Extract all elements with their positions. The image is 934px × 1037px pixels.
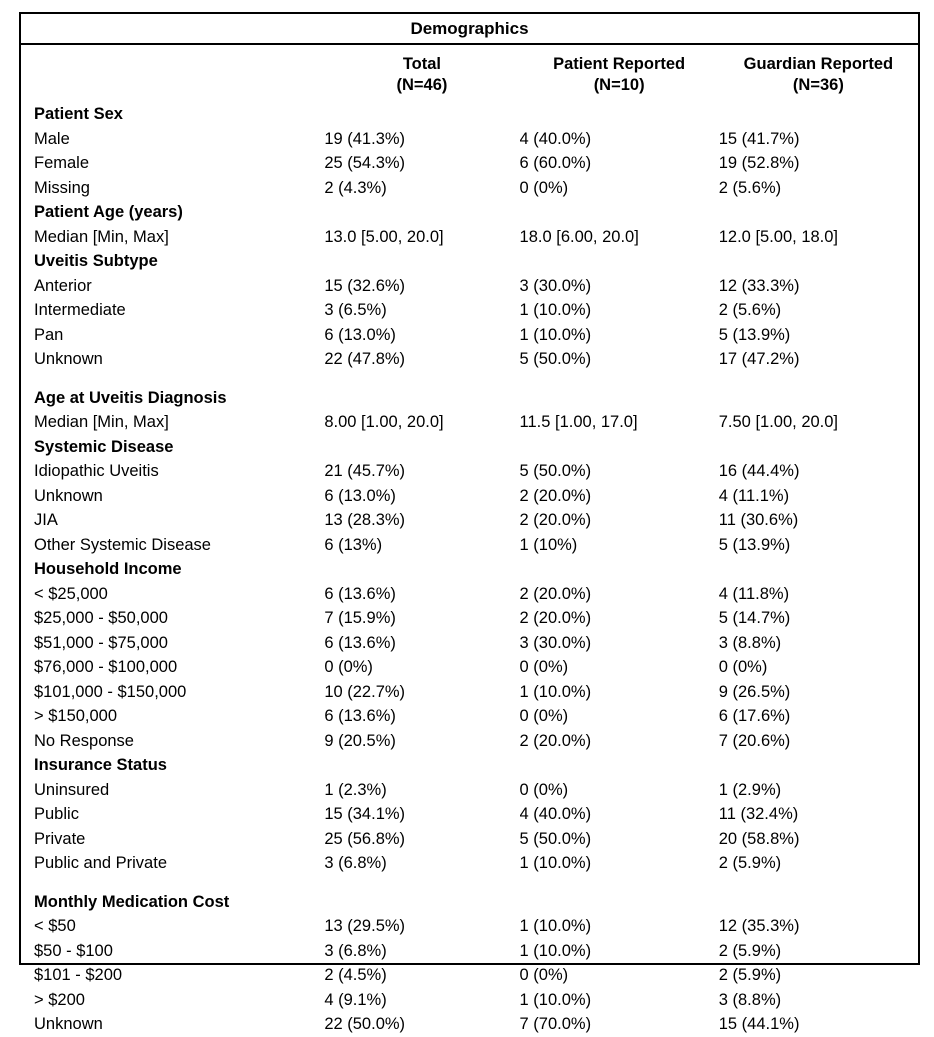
cell-value: 15 (44.1%)	[718, 1015, 800, 1033]
column-header-label: Total	[402, 55, 442, 73]
table-row	[21, 827, 918, 852]
cell-value: 6 (13.0%)	[324, 486, 396, 505]
cell-value: 2 (5.9%)	[718, 941, 782, 960]
table-row	[21, 533, 918, 558]
cell-value: 1 (10.0%)	[519, 917, 592, 935]
table-row	[21, 963, 918, 988]
section-header: Patient Sex	[34, 105, 123, 123]
cell-value: 7 (15.9%)	[324, 609, 396, 627]
cell-value: 4 (11.8%)	[718, 584, 790, 603]
table-row	[21, 631, 918, 656]
row-label: Intermediate	[34, 301, 126, 319]
table-row	[21, 606, 918, 631]
row-label: Private	[34, 829, 86, 848]
cell-value: 5 (50.0%)	[519, 462, 592, 480]
cell-value: 6 (13.0%)	[324, 325, 396, 344]
cell-value: 2 (5.9%)	[718, 854, 782, 872]
table-row	[21, 127, 918, 152]
table-row	[21, 655, 918, 680]
row-label: $50 - $100	[34, 941, 113, 960]
cell-value: 3 (30.0%)	[519, 633, 592, 652]
cell-value: 1 (10.0%)	[519, 325, 592, 344]
section-header-row	[21, 876, 918, 915]
cell-value: 10 (22.7%)	[324, 682, 406, 701]
column-header-label: Patient Reported	[553, 55, 686, 73]
cell-value: 3 (6.8%)	[324, 854, 387, 872]
cell-value: 2 (4.3%)	[324, 178, 387, 197]
cell-value: 25 (56.8%)	[324, 829, 406, 848]
row-label: Unknown	[34, 350, 103, 368]
cell-value: 22 (47.8%)	[324, 350, 406, 368]
table-row	[21, 988, 918, 1013]
column-header-n: (N=10)	[593, 76, 645, 94]
cell-value: 1 (10.0%)	[519, 854, 592, 872]
row-label: Median [Min, Max]	[34, 413, 169, 431]
data-table	[21, 45, 918, 1037]
cell-value: 3 (6.5%)	[324, 301, 387, 319]
table-body	[21, 102, 918, 1037]
table-row	[21, 176, 918, 201]
table-row	[21, 704, 918, 729]
cell-value: 1 (10.0%)	[519, 990, 592, 1009]
table-row	[21, 225, 918, 250]
cell-value: 5 (50.0%)	[519, 829, 592, 848]
cell-value: 19 (52.8%)	[718, 154, 800, 172]
cell-value: 6 (13.6%)	[324, 633, 396, 652]
cell-value: 5 (13.9%)	[718, 535, 791, 554]
table-row	[21, 729, 918, 754]
row-label: Median [Min, Max]	[34, 227, 169, 246]
row-label: $101 - $200	[34, 966, 123, 984]
cell-value: 2 (20.0%)	[519, 609, 592, 627]
column-header-n: (N=46)	[396, 76, 448, 94]
row-label: Public and Private	[34, 854, 167, 872]
cell-value: 2 (5.6%)	[718, 301, 782, 319]
table-row	[21, 298, 918, 323]
row-label: Idiopathic Uveitis	[34, 462, 159, 480]
cell-value: 3 (8.8%)	[718, 633, 782, 652]
table-row	[21, 680, 918, 705]
row-label: JIA	[34, 511, 58, 529]
row-label: $101,000 - $150,000	[34, 682, 187, 701]
cell-value: 15 (32.6%)	[324, 276, 406, 295]
cell-value: 0 (0%)	[519, 780, 569, 799]
cell-value: 2 (20.0%)	[519, 511, 592, 529]
table-row	[21, 484, 918, 509]
column-header-label: Guardian Reported	[743, 55, 894, 73]
cell-value: 2 (5.6%)	[718, 178, 782, 197]
cell-value: 1 (10.0%)	[519, 682, 592, 701]
column-header-row	[21, 45, 918, 102]
section-header-row	[21, 557, 918, 582]
cell-value: 19 (41.3%)	[324, 129, 406, 148]
cell-value: 15 (34.1%)	[324, 805, 406, 823]
table-row	[21, 851, 918, 876]
cell-value: 20 (58.8%)	[718, 829, 800, 848]
table-row	[21, 582, 918, 607]
cell-value: 22 (50.0%)	[324, 1015, 406, 1033]
cell-value: 3 (30.0%)	[519, 276, 592, 295]
row-label: Missing	[34, 178, 90, 197]
column-header-total	[324, 45, 519, 102]
row-label: Uninsured	[34, 780, 110, 799]
table-row	[21, 347, 918, 372]
cell-value: 2 (20.0%)	[519, 486, 592, 505]
section-header: Patient Age (years)	[34, 203, 183, 221]
cell-value: 1 (2.9%)	[718, 780, 782, 799]
section-header-row	[21, 753, 918, 778]
table-row	[21, 459, 918, 484]
cell-value: 0 (0%)	[519, 658, 569, 676]
cell-value: 6 (13.6%)	[324, 707, 396, 725]
table-row	[21, 274, 918, 299]
cell-value: 1 (2.3%)	[324, 780, 387, 799]
cell-value: 4 (40.0%)	[519, 129, 592, 148]
section-header: Household Income	[34, 560, 182, 578]
cell-value: 13.0 [5.00, 20.0]	[324, 227, 444, 246]
section-header-row	[21, 372, 918, 411]
row-label: Pan	[34, 325, 64, 344]
table-row	[21, 939, 918, 964]
cell-value: 11.5 [1.00, 17.0]	[519, 413, 638, 431]
cell-value: 9 (26.5%)	[718, 682, 791, 701]
cell-value: 6 (60.0%)	[519, 154, 592, 172]
table-row	[21, 914, 918, 939]
row-label: < $50	[34, 917, 76, 935]
section-header: Monthly Medication Cost	[34, 892, 230, 911]
cell-value: 3 (6.8%)	[324, 941, 387, 960]
cell-value: 1 (10%)	[519, 535, 578, 554]
column-header-n: (N=36)	[792, 76, 844, 94]
cell-value: 7.50 [1.00, 20.0]	[718, 413, 839, 431]
cell-value: 5 (14.7%)	[718, 609, 791, 627]
cell-value: 8.00 [1.00, 20.0]	[324, 413, 444, 431]
row-label: Unknown	[34, 1015, 103, 1033]
table-row	[21, 151, 918, 176]
cell-value: 3 (8.8%)	[718, 990, 782, 1009]
cell-value: 5 (13.9%)	[718, 325, 791, 344]
cell-value: 11 (32.4%)	[718, 805, 799, 823]
cell-value: 11 (30.6%)	[718, 511, 799, 529]
cell-value: 4 (11.1%)	[718, 486, 790, 505]
cell-value: 0 (0%)	[718, 658, 768, 676]
section-header-row	[21, 435, 918, 460]
section-header: Insurance Status	[34, 756, 167, 774]
cell-value: 5 (50.0%)	[519, 350, 592, 368]
row-label: < $25,000	[34, 584, 108, 603]
row-label: $51,000 - $75,000	[34, 633, 168, 652]
row-label: Unknown	[34, 486, 103, 505]
row-label: $76,000 - $100,000	[34, 658, 178, 676]
cell-value: 15 (41.7%)	[718, 129, 800, 148]
cell-value: 4 (40.0%)	[519, 805, 592, 823]
cell-value: 1 (10.0%)	[519, 301, 592, 319]
cell-value: 0 (0%)	[519, 707, 569, 725]
row-label: > $200	[34, 990, 85, 1009]
cell-value: 13 (28.3%)	[324, 511, 406, 529]
cell-value: 21 (45.7%)	[324, 462, 406, 480]
cell-value: 25 (54.3%)	[324, 154, 406, 172]
section-header: Systemic Disease	[34, 437, 174, 456]
cell-value: 6 (13.6%)	[324, 584, 396, 603]
section-header-row	[21, 200, 918, 225]
table-row	[21, 778, 918, 803]
cell-value: 0 (0%)	[519, 966, 569, 984]
cell-value: 0 (0%)	[519, 178, 569, 197]
cell-value: 6 (17.6%)	[718, 707, 791, 725]
table-row	[21, 323, 918, 348]
cell-value: 7 (70.0%)	[519, 1015, 592, 1033]
table-title: Demographics	[21, 14, 918, 45]
cell-value: 12 (33.3%)	[718, 276, 800, 295]
section-header-row	[21, 102, 918, 127]
row-label: Public	[34, 805, 79, 823]
cell-value: 2 (20.0%)	[519, 731, 592, 750]
cell-value: 7 (20.6%)	[718, 731, 791, 750]
table-row	[21, 802, 918, 827]
cell-value: 2 (20.0%)	[519, 584, 592, 603]
cell-value: 18.0 [6.00, 20.0]	[519, 227, 639, 246]
cell-value: 4 (9.1%)	[324, 990, 387, 1009]
cell-value: 12.0 [5.00, 18.0]	[718, 227, 839, 246]
table-row	[21, 410, 918, 435]
cell-value: 13 (29.5%)	[324, 917, 406, 935]
cell-value: 12 (35.3%)	[718, 917, 800, 935]
cell-value: 16 (44.4%)	[718, 462, 800, 480]
row-label: No Response	[34, 731, 134, 750]
column-header-patient-reported	[520, 45, 719, 102]
column-header-empty	[21, 45, 324, 102]
section-header: Age at Uveitis Diagnosis	[34, 388, 227, 407]
row-label: Anterior	[34, 276, 92, 295]
row-label: $25,000 - $50,000	[34, 609, 168, 627]
row-label: Other Systemic Disease	[34, 535, 211, 554]
demographics-table	[19, 12, 920, 1033]
section-header-row	[21, 249, 918, 274]
cell-value: 6 (13%)	[324, 535, 383, 554]
table-row	[21, 1012, 918, 1037]
row-label: Female	[34, 154, 90, 172]
cell-value: 1 (10.0%)	[519, 941, 592, 960]
row-label: Male	[34, 129, 70, 148]
column-header-guardian-reported	[719, 45, 918, 102]
cell-value: 2 (4.5%)	[324, 966, 387, 984]
cell-value: 2 (5.9%)	[718, 966, 782, 984]
section-header: Uveitis Subtype	[34, 252, 158, 270]
cell-value: 17 (47.2%)	[718, 350, 800, 368]
cell-value: 9 (20.5%)	[324, 731, 396, 750]
table-row	[21, 508, 918, 533]
cell-value: 0 (0%)	[324, 658, 373, 676]
row-label: > $150,000	[34, 707, 118, 725]
